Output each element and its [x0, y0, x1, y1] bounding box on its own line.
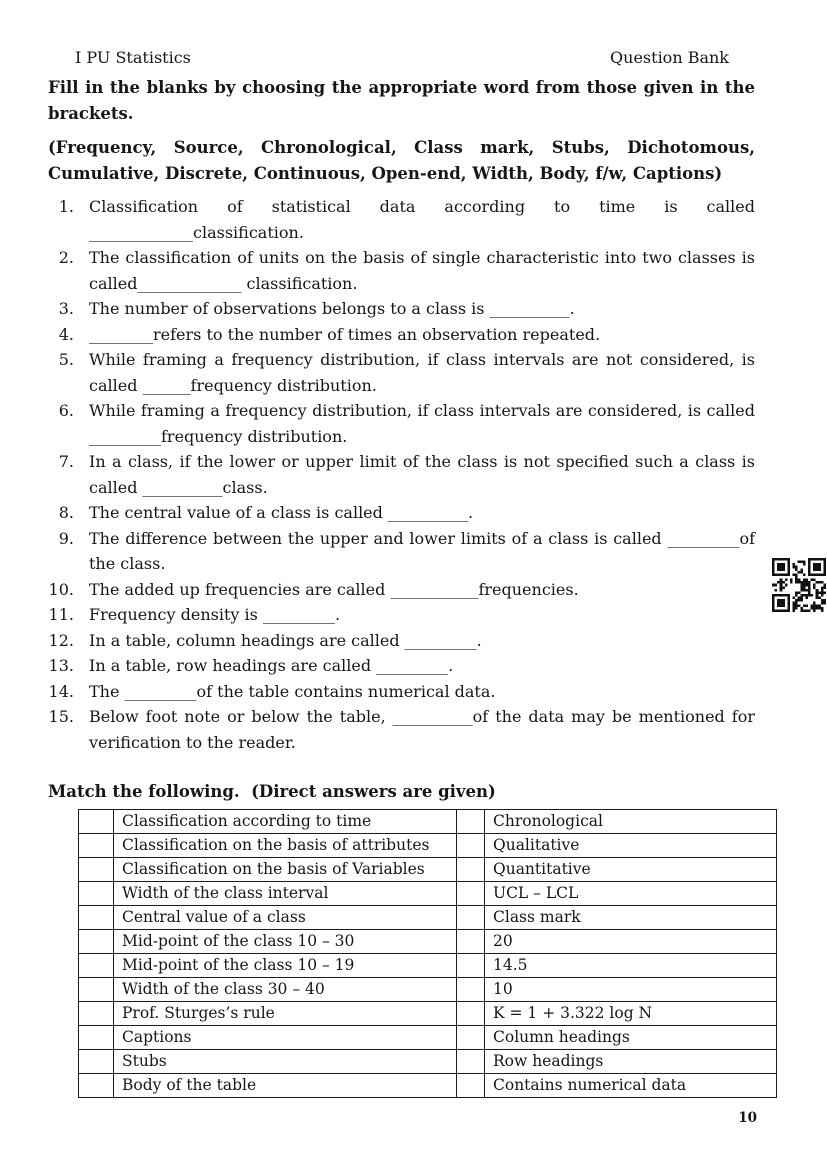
- match-right-cell: 20: [485, 930, 777, 954]
- match-right-cell: Row headings: [485, 1050, 777, 1074]
- answer-cell: [79, 882, 114, 906]
- match-heading: Match the following. (Direct answers are given): [48, 782, 496, 801]
- item-text: In a table, column headings are called _________.: [89, 630, 482, 650]
- list-item: [48, 577, 755, 603]
- match-left-cell: Width of the class 30 – 40: [114, 978, 457, 1002]
- match-left-cell: Body of the table: [114, 1074, 457, 1098]
- match-row: [79, 954, 777, 978]
- fill-blanks-list: [48, 194, 755, 755]
- item-number: 11.: [48, 605, 74, 624]
- item-number: 12.: [48, 630, 74, 650]
- item-number: 1.: [58, 197, 74, 216]
- match-row: [79, 858, 777, 882]
- match-right-cell: Contains numerical data: [485, 1074, 777, 1098]
- match-row: [79, 1026, 777, 1050]
- answer-cell: [79, 1002, 114, 1026]
- item-number: 14.: [48, 681, 74, 701]
- page-header: [48, 48, 755, 67]
- match-left-cell: Captions: [114, 1026, 457, 1050]
- list-item: [48, 347, 755, 398]
- gap-cell: [457, 1002, 485, 1026]
- answer-cell: [79, 834, 114, 858]
- list-item: [48, 704, 755, 755]
- item-text: While framing a frequency distribution, if class intervals are considered, is called _________frequency distribution.: [89, 401, 755, 446]
- item-text: Classification of statistical data according to time is called _____________classification.: [89, 197, 755, 242]
- match-table: [78, 809, 777, 1098]
- match-right-cell: UCL – LCL: [485, 882, 777, 906]
- item-number: 10.: [48, 579, 74, 599]
- fill-blanks-instruction: Fill in the blanks by choosing the appropriate word from those given in the brackets.: [48, 78, 755, 123]
- gap-cell: [457, 930, 485, 954]
- list-item: [48, 679, 755, 705]
- list-item: [48, 449, 755, 500]
- item-text: The difference between the upper and lower limits of a class is called _________of the class.: [89, 528, 755, 573]
- list-item: [48, 653, 755, 679]
- answer-cell: [79, 1050, 114, 1074]
- gap-cell: [457, 1074, 485, 1098]
- item-number: 4.: [58, 324, 74, 344]
- item-text: ________refers to the number of times an observation repeated.: [89, 324, 601, 344]
- match-left-cell: Prof. Sturges’s rule: [114, 1002, 457, 1026]
- gap-cell: [457, 906, 485, 930]
- match-row: [79, 906, 777, 930]
- match-left-cell: Mid-point of the class 10 – 30: [114, 930, 457, 954]
- item-text: The classification of units on the basis of single characteristic into two classes is called_____________ classification.: [89, 248, 755, 293]
- list-item: [48, 602, 755, 628]
- gap-cell: [457, 954, 485, 978]
- list-item: [48, 322, 755, 348]
- match-right-cell: Qualitative: [485, 834, 777, 858]
- match-row: [79, 1050, 777, 1074]
- match-row: [79, 882, 777, 906]
- item-text: Frequency density is _________.: [89, 605, 341, 624]
- item-number: 15.: [48, 707, 74, 726]
- item-number: 2.: [58, 248, 74, 267]
- match-row: [79, 1002, 777, 1026]
- answer-cell: [79, 858, 114, 882]
- answer-cell: [79, 954, 114, 978]
- match-row: [79, 834, 777, 858]
- item-text: Below foot note or below the table, __________of the data may be mentioned for verification to the reader.: [89, 707, 755, 752]
- item-text: The central value of a class is called __________.: [89, 503, 474, 522]
- list-item: [48, 500, 755, 526]
- match-right-cell: Class mark: [485, 906, 777, 930]
- match-right-cell: Quantitative: [485, 858, 777, 882]
- gap-cell: [457, 858, 485, 882]
- item-text: The added up frequencies are called ___________frequencies.: [89, 579, 579, 599]
- qr-code-icon: [772, 558, 826, 612]
- match-right-cell: Column headings: [485, 1026, 777, 1050]
- match-left-cell: Classification according to time: [114, 810, 457, 834]
- item-number: 3.: [58, 299, 74, 318]
- match-left-cell: Mid-point of the class 10 – 19: [114, 954, 457, 978]
- item-number: 13.: [48, 656, 74, 675]
- match-row: [79, 978, 777, 1002]
- gap-cell: [457, 1026, 485, 1050]
- list-item: [48, 398, 755, 449]
- item-text: While framing a frequency distribution, if class intervals are not considered, is called ______frequency distribution.: [89, 350, 755, 395]
- match-row: [79, 930, 777, 954]
- match-left-cell: Stubs: [114, 1050, 457, 1074]
- item-number: 5.: [58, 350, 74, 369]
- item-number: 9.: [58, 528, 74, 548]
- answer-cell: [79, 810, 114, 834]
- answer-cell: [79, 930, 114, 954]
- list-item: [48, 296, 755, 322]
- item-text: In a table, row headings are called _________.: [89, 656, 454, 675]
- item-number: 7.: [58, 452, 74, 471]
- list-item: [48, 194, 755, 245]
- item-number: 8.: [58, 503, 74, 522]
- item-number: 6.: [58, 401, 74, 420]
- match-left-cell: Width of the class interval: [114, 882, 457, 906]
- answer-cell: [79, 906, 114, 930]
- match-left-cell: Classification on the basis of Variables: [114, 858, 457, 882]
- match-right-cell: Chronological: [485, 810, 777, 834]
- match-left-cell: Classification on the basis of attributes: [114, 834, 457, 858]
- gap-cell: [457, 882, 485, 906]
- gap-cell: [457, 1050, 485, 1074]
- item-text: The _________of the table contains numerical data.: [89, 681, 496, 701]
- gap-cell: [457, 834, 485, 858]
- item-text: The number of observations belongs to a class is __________.: [89, 299, 575, 318]
- header-doc-title: Question Bank: [610, 48, 729, 67]
- match-right-cell: 10: [485, 978, 777, 1002]
- answer-cell: [79, 978, 114, 1002]
- match-left-cell: Central value of a class: [114, 906, 457, 930]
- answer-cell: [79, 1026, 114, 1050]
- item-text: In a class, if the lower or upper limit of the class is not specified such a class is called __________class.: [89, 452, 755, 497]
- page-number: 10: [738, 1110, 757, 1126]
- list-item: [48, 526, 755, 577]
- gap-cell: [457, 978, 485, 1002]
- match-right-cell: 14.5: [485, 954, 777, 978]
- word-bank: (Frequency, Source, Chronological, Class mark, Stubs, Dichotomous, Cumulative, Discrete, Continuous, Open-end, Width, Body, f/w, Captions): [48, 138, 755, 183]
- list-item: [48, 628, 755, 654]
- answer-cell: [79, 1074, 114, 1098]
- match-row: [79, 810, 777, 834]
- list-item: [48, 245, 755, 296]
- gap-cell: [457, 810, 485, 834]
- header-course-title: I PU Statistics: [75, 48, 191, 67]
- match-row: [79, 1074, 777, 1098]
- match-right-cell: K = 1 + 3.322 log N: [485, 1002, 777, 1026]
